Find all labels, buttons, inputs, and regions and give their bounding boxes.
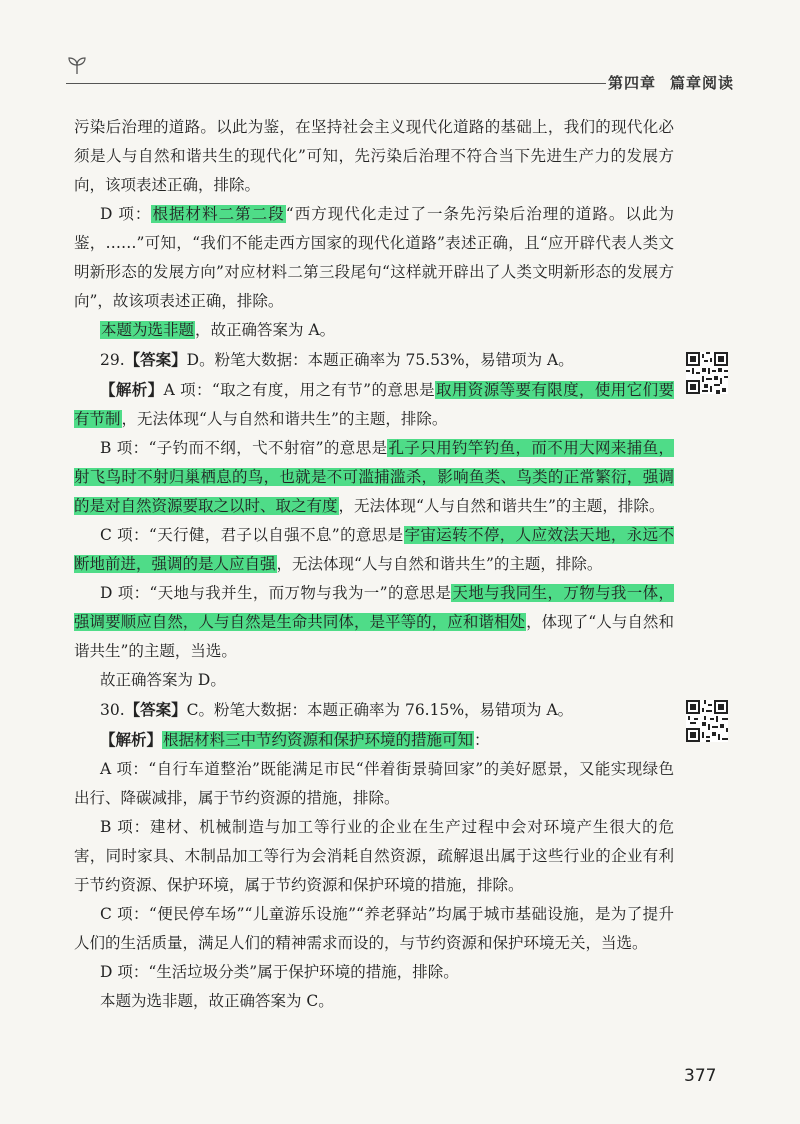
answer-label: 【答案】 — [124, 700, 187, 719]
sprout-icon — [66, 54, 88, 76]
answer-label: 【答案】 — [124, 350, 187, 369]
qr-code-icon[interactable] — [686, 700, 728, 742]
chapter-number: 第四章 — [608, 74, 657, 92]
question-30-option-d: D 项：“生活垃圾分类”属于保护环境的措施，排除。 — [100, 963, 459, 981]
paragraph-continuation: 污染后治理的道路。以此为鉴，在坚持社会主义现代化道路的基础上，我们的现代化必须是人与自然和谐共生的现代化”可知，先污染后治理不符合当下先进生产力的发展方向，该项表述正确，排除。 — [74, 118, 674, 194]
qr-code-graphic — [686, 352, 728, 394]
highlight: 宇宙运转不停，人应效法天地，永远不断地前进，强调的是人应自强 — [74, 526, 674, 573]
question-30-analysis: 【解析】根据材料三中节约资源和保护环境的措施可知： — [100, 730, 490, 749]
question-30-option-a: A 项：“自行车道整治”既能满足市民“伴着街景骑回家”的美好愿景，又能实现绿色出行、降碳减排，属于节约资源的措施，排除。 — [74, 760, 674, 807]
page-number: 377 — [684, 1066, 717, 1086]
qr-code-icon[interactable] — [686, 352, 728, 394]
qr-code-graphic — [686, 700, 728, 742]
chapter-header — [608, 72, 734, 93]
highlight: 孔子只用钓竿钓鱼，而不用大网来捕鱼，射飞鸟时不射归巢栖息的鸟，也就是不可滥捕滥杀，影响鱼类、鸟类的正常繁衍，强调的是对自然资源要取之以时、取之有度 — [74, 439, 674, 515]
analysis-label: 【解析】 — [100, 380, 164, 399]
paragraph-d: D 项：根据材料二第二段“西方现代化走过了一条先污染后治理的道路。以此为鉴，……”可知，“我们不能走西方国家的现代化道路”表述正确，且“应开辟代表人类文明新形态的发展方向”对应材料二第三段尾句“这样就开辟出了人类文明新形态的发展方向”，故该项表述正确，排除。 — [74, 205, 674, 310]
question-29-option-c: C 项：“天行健，君子以自强不息”的意思是宇宙运转不停，人应效法天地，永远不断地前进，强调的是人应自强，无法体现“人与自然和谐共生”的主题，排除。 — [74, 526, 674, 573]
question-29-answer: 29.【答案】D。粉笔大数据：本题正确率为 75.53%，易错项为 A。 — [100, 350, 574, 369]
highlight: 天地与我同生，万物与我一体，强调要顺应自然，人与自然是生命共同体，是平等的，应和谐相处 — [74, 584, 674, 631]
paragraph-conclusion: 本题为选非题，故正确答案为 A。 — [101, 321, 336, 339]
question-29-option-d: D 项：“天地与我并生，而万物与我为一”的意思是天地与我同生，万物与我一体，强调要顺应自然，人与自然是生命共同体，是平等的，应和谐相处，体现了“人与自然和谐共生”的主题，当选。 — [74, 584, 674, 660]
highlight: 取用资源等要有限度，使用它们要有节制 — [74, 381, 674, 428]
analysis-label: 【解析】 — [100, 730, 163, 749]
question-29-option-b: B 项：“子钓而不纲，弋不射宿”的意思是孔子只用钓竿钓鱼，而不用大网来捕鱼，射飞鸟时不射归巢栖息的鸟，也就是不可滥捕滥杀，影响鱼类、鸟类的正常繁衍，强调的是对自然资源要取之以时、取之有度，无法体现“人与自然和谐共生”的主题，排除。 — [74, 439, 674, 515]
question-29-conclusion: 故正确答案为 D。 — [100, 671, 226, 689]
question-30-answer: 30.【答案】C。粉笔大数据：本题正确率为 76.15%，易错项为 A。 — [100, 700, 574, 719]
highlight: 根据材料三中节约资源和保护环境的措施可知 — [163, 731, 474, 749]
question-29-option-a: 【解析】A 项：“取之有度，用之有节”的意思是取用资源等要有限度，使用它们要有节制，无法体现“人与自然和谐共生”的主题，排除。 — [74, 380, 674, 428]
question-30-conclusion: 本题为选非题，故正确答案为 C。 — [100, 992, 334, 1010]
question-30-option-c: C 项：“便民停车场”“儿童游乐设施”“养老驿站”均属于城市基础设施，是为了提升人们的生活质量，满足人们的精神需求而设的，与节约资源和保护环境无关，当选。 — [74, 905, 674, 952]
highlight: 根据材料二第二段 — [152, 205, 285, 223]
chapter-title: 篇章阅读 — [670, 74, 735, 92]
header-rule — [66, 83, 606, 84]
answer-explanation — [74, 113, 674, 1016]
highlight: 本题为选非题 — [101, 321, 195, 339]
question-30-option-b: B 项：建材、机械制造与加工等行业的企业在生产过程中会对环境产生很大的危害，同时家具、木制品加工等行为会消耗自然资源，疏解退出属于这些行业的企业有利于节约资源、保护环境，属于节约资源和保护环境的措施，排除。 — [74, 818, 674, 894]
